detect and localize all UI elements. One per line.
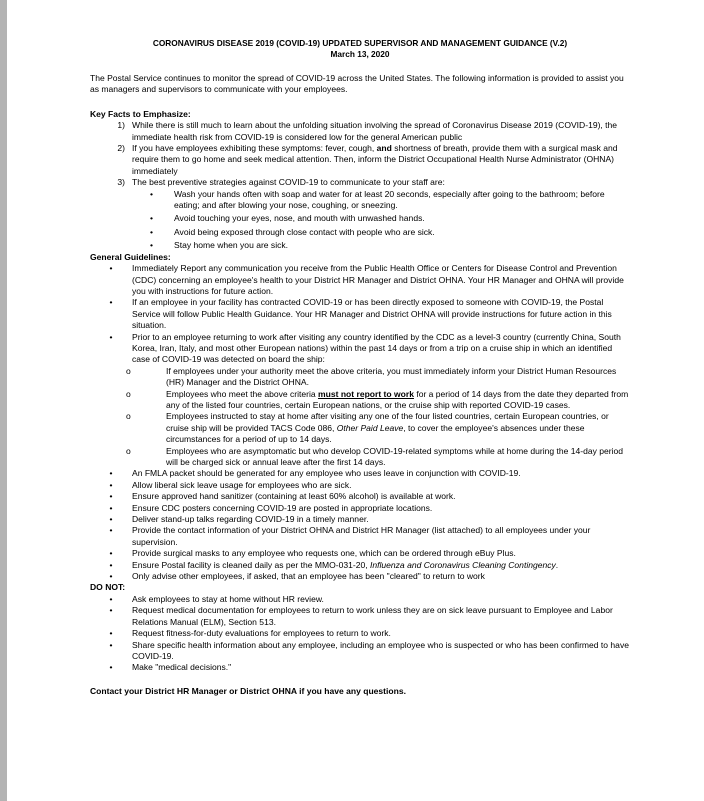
sub-guideline-item: o Employees instructed to stay at home after visiting any one of the four listed countries, certain European countries, or cruise ship will be provided TACS Code 086, Other Paid Leave, to cover the employee's absences under these circumstances for a period of up to 14 days. [126, 411, 609, 445]
guideline-item: • Ensure Postal facility is cleaned daily as per the MMO-031-20, Influenza and Coronavirus Cleaning Contingency. [109, 559, 559, 570]
guideline-item: • Provide surgical masks to any employee who requests one, which can be ordered through eBuy Plus. [109, 548, 516, 559]
guideline-item: • Provide the contact information of your District OHNA and District HR Manager (list attached) to all employees under your supervision. [109, 525, 591, 547]
list-item: • Stay home when you are sick. [150, 240, 289, 251]
list-item: • Wash your hands often with soap and water for at least 20 seconds, especially after going to the bathroom; before eating; and after blowing your nose, coughing, or sneezing. [150, 188, 605, 211]
list-item: • Avoid touching your eyes, nose, and mouth with unwashed hands. [150, 213, 425, 224]
general-guidelines-heading: General Guidelines: [90, 251, 171, 262]
sub-guideline-item: o If employees under your authority meet the above criteria, you must immediately inform your District Human Resources (HR) Manager and the District OHNA. [126, 365, 617, 388]
intro-paragraph: The Postal Service continues to monitor the spread of COVID-19 across the United States. The following information is provided to assist you as managers and supervisors to communicate with your employees. [90, 73, 624, 95]
do-not-item: • Ask employees to stay at home without HR review. [109, 593, 324, 604]
left-scroll-bar [0, 0, 7, 801]
guideline-item: • Deliver stand-up talks regarding COVID-19 in a timely manner. [109, 514, 369, 525]
guideline-item: • Allow liberal sick leave usage for employees who are sick. [109, 479, 352, 490]
guideline-item: • If an employee in your facility has contracted COVID-19 or has been directly exposed to someone with COVID-19, the Postal Service will follow Public Health Guidance. Your HR Manager and District OHNA will provide instructions for future action in this situation. [109, 297, 612, 331]
guideline-item: • Ensure approved hand sanitizer (containing at least 60% alcohol) is available at work. [109, 491, 456, 502]
guideline-item: • Ensure CDC posters concerning COVID-19 are posted in appropriate locations. [109, 502, 433, 513]
guideline-item: • Prior to an employee returning to work after visiting any country identified by the CDC as a level-3 country (currently China, South Korea, Iran, Italy, and most other European nations) within the past 14 days or from a trip on a cruise ship in which an identified case of COVID-19 was detected on board the ship: [109, 331, 621, 365]
do-not-item: • Share specific health information about any employee, including an employee who is suspected or who has been confirmed to have COVID-19. [109, 639, 629, 661]
guideline-item: • Only advise other employees, if asked, that an employee has been "cleared" to return to work [109, 571, 485, 582]
preventive-strategies-list [90, 189, 630, 252]
key-facts-heading: Key Facts to Emphasize: [90, 108, 191, 119]
document-page [90, 38, 630, 697]
do-not-item: • Request fitness-for-duty evaluations for employees to return to work. [109, 628, 391, 639]
do-not-item: • Request medical documentation for employees to return to work unless they are on sick leave pursuant to Employee and Labor Relations Manual (ELM), Section 513. [109, 605, 613, 627]
sub-guideline-item: o Employees who are asymptomatic but who develop COVID-19-related symptoms while at home during the 14-day period will be charged sick or annual leave after the first 14 days. [126, 445, 624, 467]
guideline-item: • An FMLA packet should be generated for any employee who uses leave in conjunction with COVID-19. [109, 468, 521, 479]
do-not-heading: DO NOT: [90, 582, 126, 593]
contact-line: Contact your District HR Manager or District OHNA if you have any questions. [90, 685, 406, 696]
list-item: • Avoid being exposed through close contact with people who are sick. [150, 226, 435, 237]
do-not-item: • Make "medical decisions." [109, 662, 232, 673]
guideline-item: • Immediately Report any communication you receive from the Public Health Office or Centers for Disease Control and Prevention (CDC) concerning an employee's health to your District HR Manager and District OHNA. Your HR Manager and OHNA will provide you with instructions for future action. [109, 263, 624, 296]
document-title: CORONAVIRUS DISEASE 2019 (COVID-19) UPDATED SUPERVISOR AND MANAGEMENT GUIDANCE (V.2) March 13, 2020 [152, 38, 568, 59]
key-fact-2: 2) If you have employees exhibiting these symptoms: fever, cough, and shortness of breath, provide them with a surgical mask and require them to go home and seek medical attention. Then, inform the District Occupational Health Nurse Administrator (OHNA) immediately [117, 143, 618, 176]
key-fact-1: 1) While there is still much to learn about the unfolding situation involving the spread of Coronavirus Disease 2019 (COVID-19), the immediate health risk from COVID-19 is considered low for the general American public [117, 120, 618, 142]
key-fact-3: 3) The best preventive strategies against COVID-19 to communicate to your staff are: [117, 177, 445, 188]
sub-guideline-item: o Employees who meet the above criteria must not report to work for a period of 14 days from the date they departed from any of the listed four countries, certain European nations, or the cruise ship with reported COVID-19 cases. [126, 388, 629, 410]
